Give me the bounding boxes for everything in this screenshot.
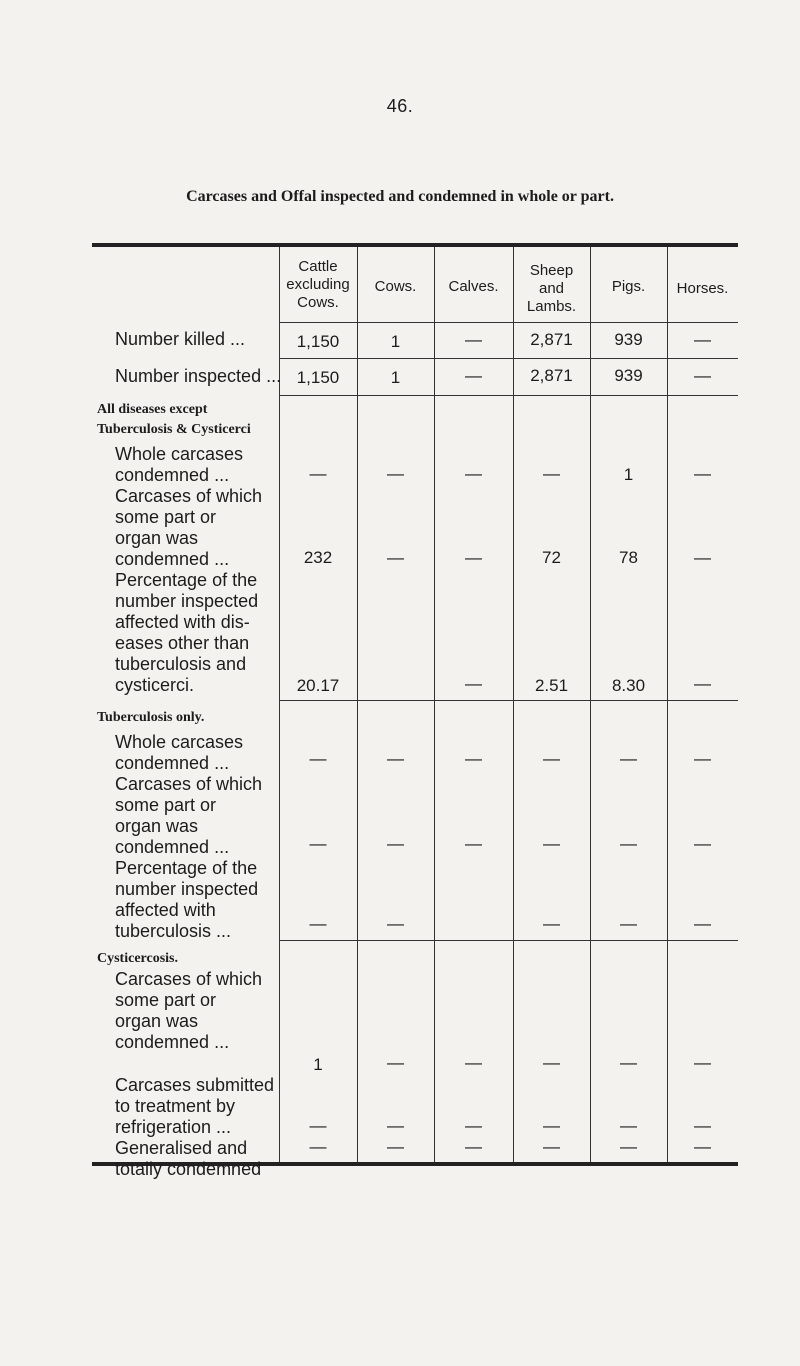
table-cell: — bbox=[309, 914, 327, 933]
table-cell: 72 bbox=[542, 548, 561, 567]
table-cell: — bbox=[543, 834, 560, 853]
table-cell: — bbox=[620, 1116, 637, 1135]
row-label: Whole carcases condemned ... bbox=[115, 732, 244, 773]
column-header-horses: Horses. bbox=[676, 280, 729, 297]
table-cell: 1 bbox=[623, 465, 634, 484]
table-cell: — bbox=[694, 330, 711, 349]
table-cell: — bbox=[465, 330, 482, 349]
section-heading: All diseases except Tuberculosis & Cysticerci bbox=[97, 402, 251, 437]
table-cell: — bbox=[387, 548, 404, 567]
section-heading: Cysticercosis. bbox=[97, 951, 178, 966]
table-cell: — bbox=[387, 1116, 404, 1135]
row-label: Percentage of the number inspected affected with tuberculosis ... bbox=[115, 858, 259, 941]
row-label: Whole carcases condemned ... bbox=[115, 444, 244, 485]
table-cell: — bbox=[543, 914, 560, 933]
table-cell: 78 bbox=[619, 548, 638, 567]
row-label: Percentage of the number inspected affected with dis- eases other than tuberculosis and cysticerci. bbox=[115, 570, 259, 695]
column-header-sheep: Sheep and Lambs. bbox=[526, 262, 577, 315]
page-number: 46. bbox=[386, 96, 414, 116]
table-cell: 8.30 bbox=[611, 676, 646, 695]
table-cell: — bbox=[387, 1137, 404, 1156]
table-cell: — bbox=[309, 749, 327, 768]
table-cell: 232 bbox=[303, 548, 333, 567]
row-divider bbox=[279, 395, 738, 396]
table-cell: — bbox=[620, 1053, 637, 1072]
column-header-cattle: Cattle excluding Cows. bbox=[286, 258, 350, 311]
table-cell: — bbox=[465, 464, 482, 483]
table-cell: — bbox=[465, 366, 482, 385]
table-cell: — bbox=[387, 834, 404, 853]
row-divider bbox=[279, 358, 738, 359]
table-cell: — bbox=[465, 548, 482, 567]
table-cell: — bbox=[309, 1137, 327, 1156]
table-cell: — bbox=[387, 749, 404, 768]
row-divider bbox=[279, 322, 738, 323]
row-label-number-killed: Number killed ... bbox=[115, 329, 246, 349]
table-cell: — bbox=[543, 1116, 560, 1135]
table-cell: — bbox=[465, 749, 482, 768]
column-header-cows: Cows. bbox=[374, 278, 417, 295]
table-cell: 939 bbox=[614, 366, 643, 385]
row-divider bbox=[279, 700, 738, 701]
row-divider bbox=[279, 940, 738, 941]
table-cell: — bbox=[620, 749, 637, 768]
table-cell: 939 bbox=[614, 330, 643, 349]
table-cell: — bbox=[543, 749, 560, 768]
table-cell: — bbox=[694, 674, 711, 693]
table-cell: 1 bbox=[313, 1055, 323, 1074]
page-title: Carcases and Offal inspected and condemned in whole or part. bbox=[186, 188, 614, 205]
table-cell: — bbox=[620, 834, 637, 853]
table-cell: 2,871 bbox=[530, 366, 573, 385]
table-cell: — bbox=[620, 1137, 637, 1156]
table-cell: — bbox=[620, 914, 637, 933]
table-cell: — bbox=[694, 1116, 711, 1135]
table-cell: — bbox=[465, 674, 482, 693]
table-cell: — bbox=[309, 834, 327, 853]
table-cell: 1,150 bbox=[296, 368, 340, 387]
table-cell: — bbox=[465, 1116, 482, 1135]
table-cell: 1 bbox=[390, 332, 401, 351]
table-cell: — bbox=[694, 366, 711, 385]
table-cell: — bbox=[694, 749, 711, 768]
row-label: Generalised and totally condemned bbox=[115, 1138, 262, 1179]
table-cell: 2.51 bbox=[534, 676, 569, 695]
table-cell: — bbox=[465, 1137, 482, 1156]
table-cell: — bbox=[309, 1116, 327, 1135]
table-cell: 2,871 bbox=[530, 330, 573, 349]
table-cell: — bbox=[309, 464, 327, 483]
table-cell: — bbox=[465, 1053, 482, 1072]
row-label: Carcases submitted to treatment by refrigeration ... bbox=[115, 1075, 275, 1137]
table-top-rule bbox=[92, 243, 738, 247]
table-cell: — bbox=[387, 464, 404, 483]
table-cell: — bbox=[543, 1053, 560, 1072]
table-cell: — bbox=[694, 464, 711, 483]
row-label: Carcases of which some part or organ was condemned ... bbox=[115, 486, 263, 569]
table-cell: — bbox=[694, 548, 711, 567]
table-cell: — bbox=[387, 914, 404, 933]
table-cell: — bbox=[694, 1053, 711, 1072]
row-label: Carcases of which some part or organ was condemned ... bbox=[115, 774, 263, 857]
row-label-number-inspected: Number inspected ... bbox=[115, 366, 282, 386]
table-cell: 20.17 bbox=[296, 676, 340, 695]
table-cell: — bbox=[694, 1137, 711, 1156]
column-header-calves: Calves. bbox=[448, 278, 499, 295]
table-cell: — bbox=[543, 464, 560, 483]
table-cell: — bbox=[387, 1053, 404, 1072]
table-cell: — bbox=[543, 1137, 560, 1156]
table-cell: — bbox=[694, 834, 711, 853]
table-cell: 1 bbox=[390, 368, 401, 387]
table-cell: — bbox=[694, 914, 711, 933]
column-header-pigs: Pigs. bbox=[611, 278, 646, 295]
table-cell: 1,150 bbox=[296, 332, 340, 351]
table-cell: — bbox=[465, 834, 482, 853]
row-label: Carcases of which some part or organ was condemned ... bbox=[115, 969, 263, 1052]
section-heading: Tuberculosis only. bbox=[97, 710, 205, 725]
